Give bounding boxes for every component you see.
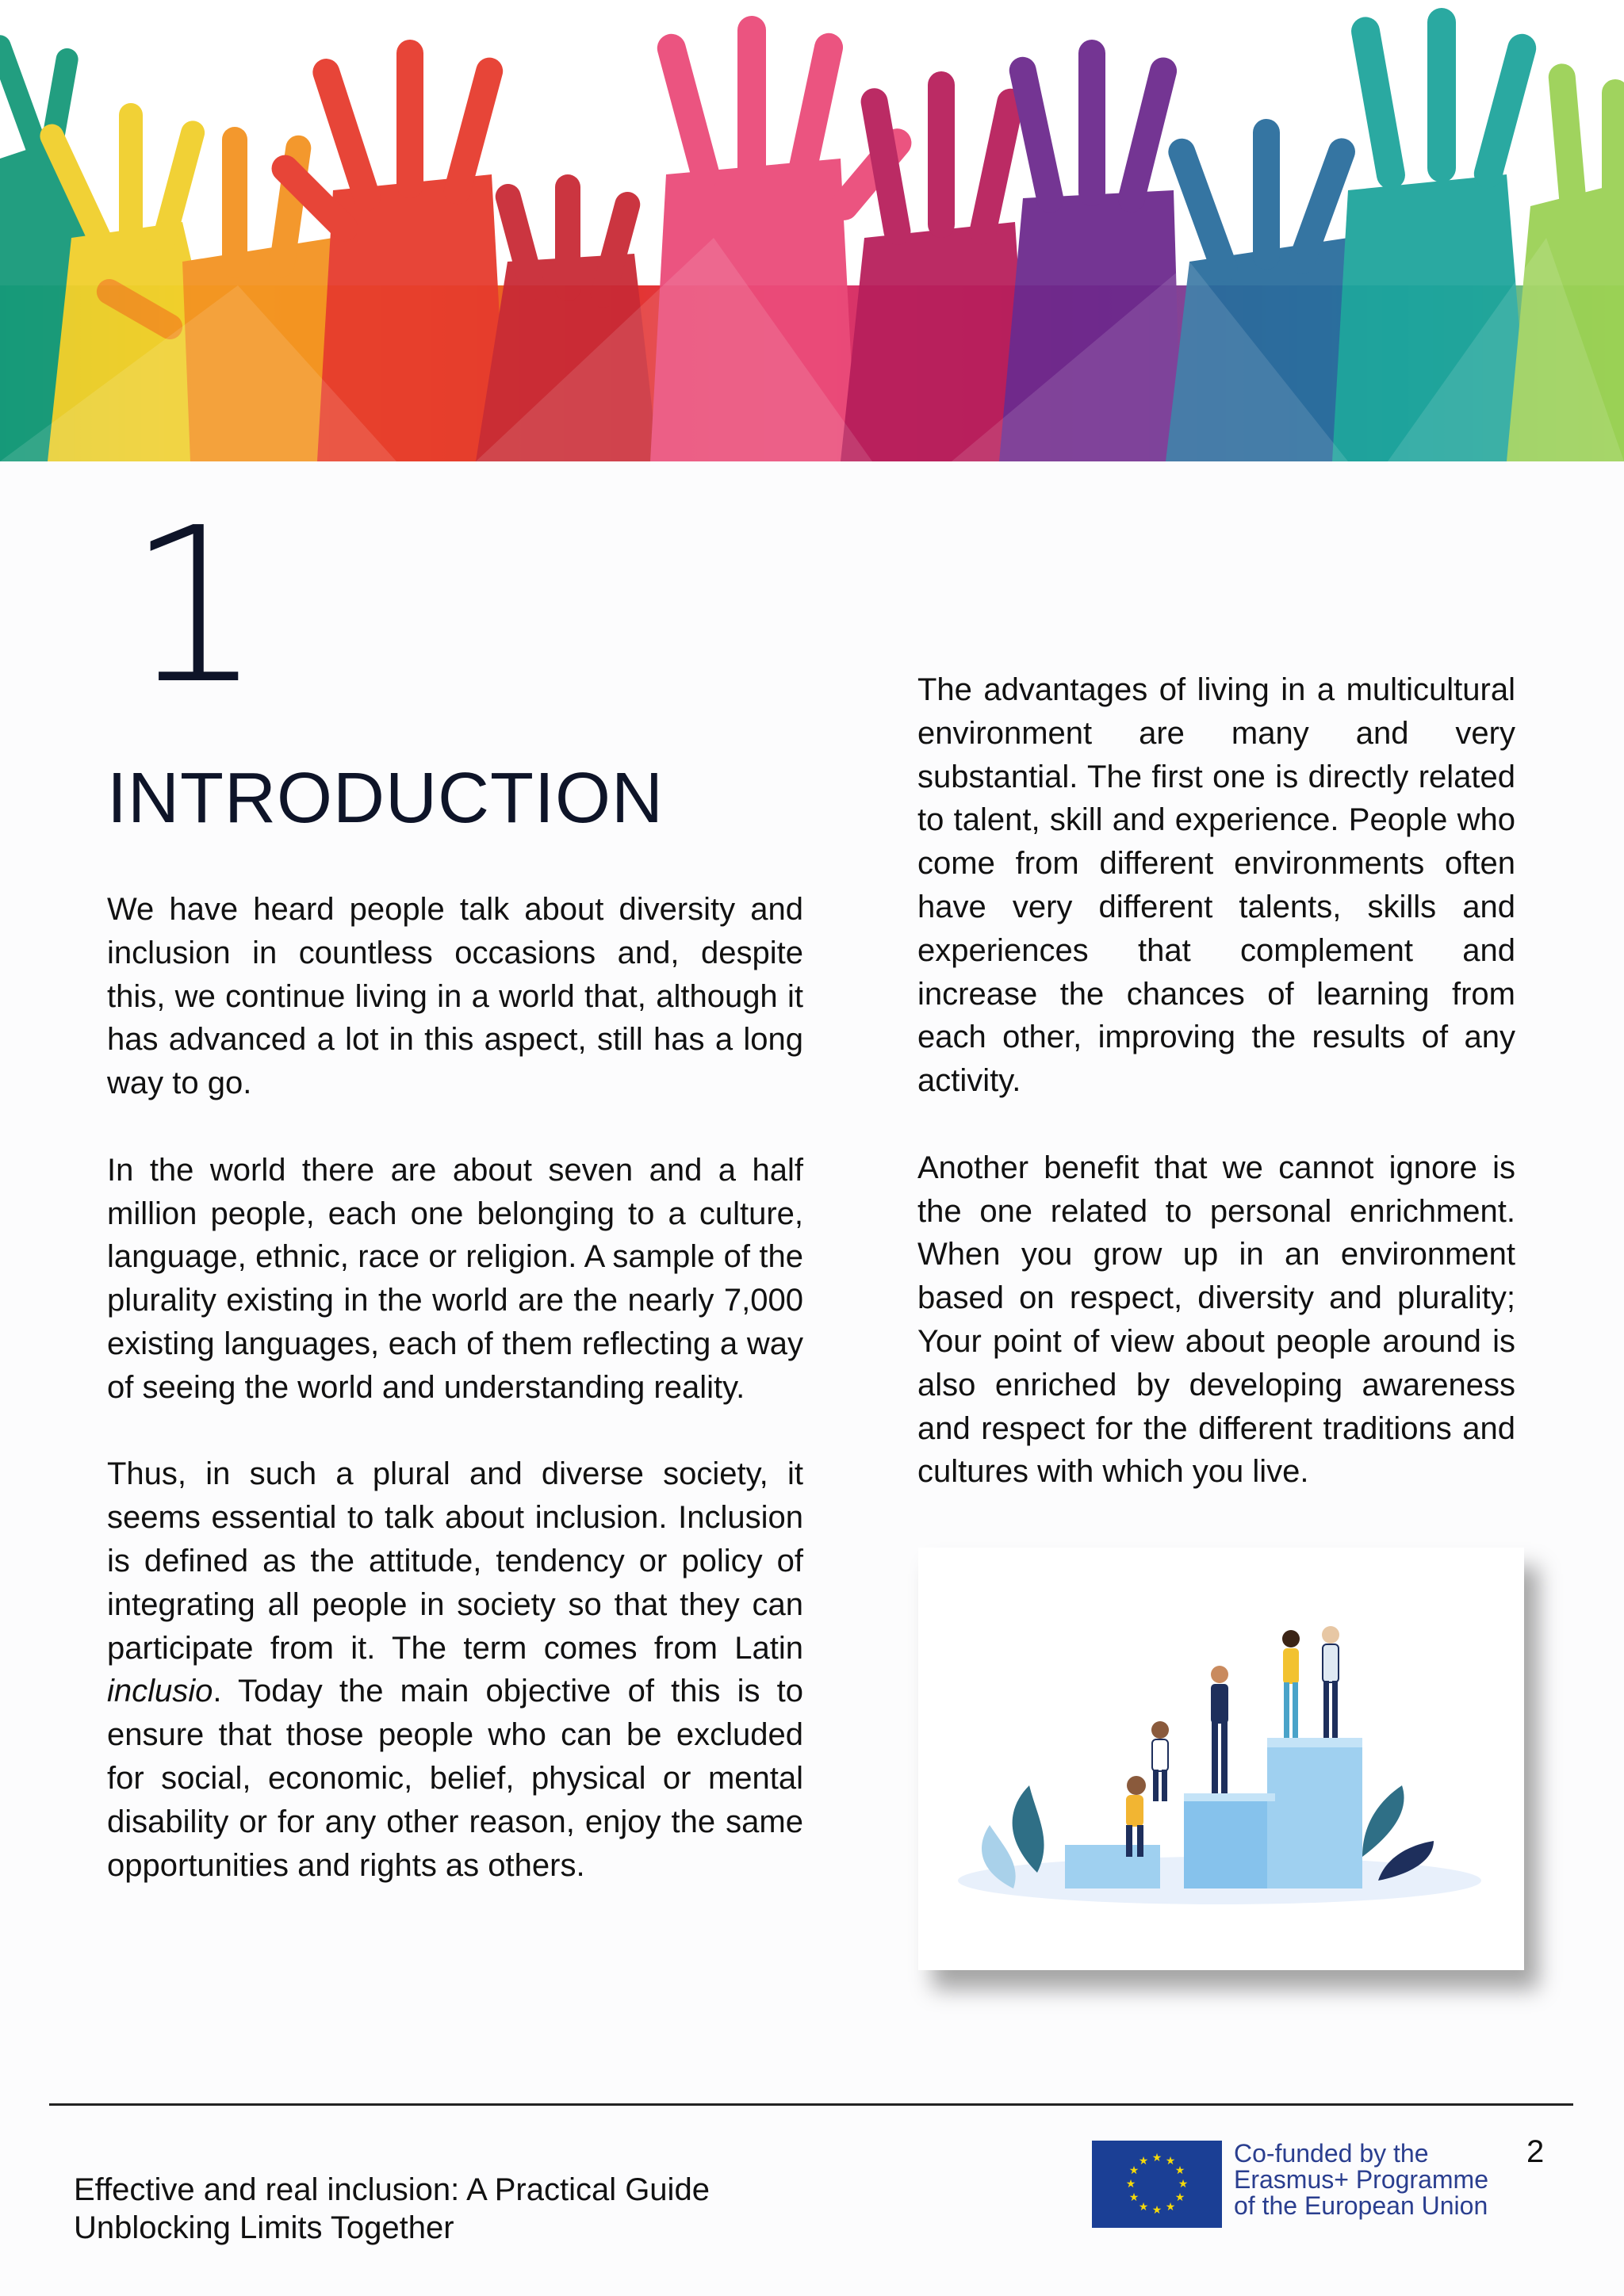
podium-figures bbox=[918, 1548, 1524, 1970]
svg-text:★: ★ bbox=[1125, 2178, 1136, 2191]
chapter-number: 1 bbox=[127, 481, 263, 731]
svg-text:★: ★ bbox=[1178, 2178, 1189, 2191]
svg-text:★: ★ bbox=[1151, 2152, 1162, 2164]
section-title: INTRODUCTION bbox=[107, 759, 664, 838]
footer-title bbox=[74, 2171, 710, 2247]
svg-text:★: ★ bbox=[1174, 2191, 1185, 2204]
eu-flag-icon bbox=[1092, 2141, 1222, 2228]
raised-hands-banner bbox=[0, 0, 1624, 461]
svg-text:★: ★ bbox=[1165, 2155, 1176, 2168]
eu-cofunding-text bbox=[1234, 2141, 1488, 2219]
paragraph-text: Thus, in such a plural and diverse society, it seems essential to talk about inclusion. Inclusion is defined as the attitude, tendency or policy of integrating all people in society so that they can participate from it. The term comes from Latin bbox=[107, 1456, 803, 1666]
footer-rule bbox=[49, 2103, 1573, 2106]
left-column bbox=[107, 888, 803, 1931]
hands-illustration bbox=[0, 0, 1624, 461]
svg-text:★: ★ bbox=[1138, 2155, 1149, 2168]
paragraph-with-italic bbox=[107, 1452, 803, 1887]
svg-text:★: ★ bbox=[1138, 2201, 1149, 2214]
eu-line: Erasmus+ Programme bbox=[1234, 2165, 1488, 2194]
svg-text:★: ★ bbox=[1128, 2164, 1139, 2177]
footer-title-line: Effective and real inclusion: A Practical Guide bbox=[74, 2172, 710, 2207]
svg-text:★: ★ bbox=[1128, 2191, 1139, 2204]
paragraph-text: . Today the main objective of this is to ensure that those people who can be excluded for social, economic, belief, physical or mental disability or for any other reason, enjoy the same opportunities and rights as others. bbox=[107, 1674, 803, 1883]
paragraph: We have heard people talk about diversity and inclusion in countless occasions and, despite this, we continue living in a world that, although it has advanced a lot in this aspect, still has a long way to go. bbox=[107, 892, 803, 1101]
svg-text:★: ★ bbox=[1174, 2164, 1185, 2177]
paragraph: Another benefit that we cannot ignore is the one related to personal enrichment. When you grow up in an environment based on respect, diversity and plurality; Your point of view about people around is also enriched by developing awareness and respect for the different traditions and cultures with which you live. bbox=[917, 1150, 1515, 1490]
svg-text:★: ★ bbox=[1165, 2201, 1176, 2214]
footer-subtitle-line: Unblocking Limits Together bbox=[74, 2210, 454, 2245]
paragraph: In the world there are about seven and a half million people, each one belonging to a culture, language, ethnic, race or religion. A sample of the plurality existing in the world are the nearly 7,000 existing languages, each of them reflecting a way of seeing the world and understanding reality. bbox=[107, 1152, 803, 1405]
eu-line: Co-funded by the bbox=[1234, 2139, 1429, 2168]
svg-text:★: ★ bbox=[1151, 2204, 1162, 2217]
latin-term: inclusio bbox=[107, 1674, 213, 1709]
right-column bbox=[917, 668, 1515, 1537]
page-number: 2 bbox=[1526, 2134, 1545, 2169]
eu-line: of the European Union bbox=[1234, 2191, 1488, 2220]
team-podium-illustration bbox=[918, 1548, 1524, 1970]
eu-stars bbox=[1092, 2141, 1222, 2228]
paragraph: The advantages of living in a multicultural environment are many and very substantial. The first one is directly related to talent, skill and experience. People who come from different environments often have very different talents, skills and experiences that complement and increase the chances of learning from each other, improving the results of any activity. bbox=[917, 672, 1515, 1099]
